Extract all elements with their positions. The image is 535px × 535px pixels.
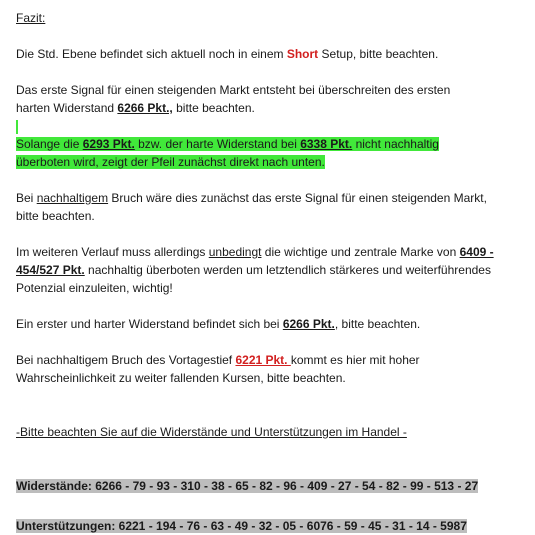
supports-values: 6221 - 194 - 76 - 63 - 49 - 32 - 05 - 6076 - 59 - 45 - 31 - 14 - 5987 bbox=[115, 519, 467, 533]
paragraph-arrow-down bbox=[16, 135, 528, 171]
resistances-line bbox=[16, 477, 528, 495]
text: Bei bbox=[16, 191, 37, 205]
text: Das erste Signal für einen steigenden Markt entsteht bei überschreiten des ersten bbox=[16, 83, 451, 97]
level-6266-b: 6266 Pkt. bbox=[282, 317, 335, 331]
paragraph-further-course bbox=[16, 243, 528, 297]
paragraph-first-resistance bbox=[16, 315, 528, 333]
supports-highlight bbox=[16, 519, 467, 533]
text: die wichtige und zentrale Marke von bbox=[261, 245, 457, 259]
supports-line bbox=[16, 517, 528, 535]
level-6293: 6293 Pkt. bbox=[82, 137, 135, 151]
text: kommt es hier mit hoher bbox=[290, 353, 420, 367]
highlighted-text: überboten wird, zeigt der Pfeil zunächst direkt nach unten. bbox=[16, 155, 325, 169]
level-454-527: 454/527 Pkt. bbox=[16, 263, 85, 277]
document-body bbox=[16, 9, 528, 535]
emphasis-unbedingt: unbedingt bbox=[208, 245, 262, 259]
highlight-marker bbox=[16, 120, 18, 134]
text: Ein erster und harter Widerstand befindet sich bei bbox=[16, 317, 283, 331]
emphasis-nachhaltigem: nachhaltigem bbox=[36, 191, 109, 205]
short-label: Short bbox=[286, 47, 319, 61]
paragraph-short-setup bbox=[16, 45, 528, 63]
text: nachhaltig überboten werden um letztendlich stärkeres und weiterführendes bbox=[84, 263, 491, 277]
text: Im weiteren Verlauf muss allerdings bbox=[16, 245, 209, 259]
text: bitte beachten. bbox=[16, 209, 95, 223]
resistances-label: Widerstände: bbox=[16, 479, 92, 493]
level-6338: 6338 Pkt. bbox=[300, 137, 353, 151]
highlighted-text bbox=[16, 137, 439, 151]
text: Die Std. Ebene befindet sich aktuell noch in einem bbox=[16, 47, 287, 61]
text: , bitte beachten. bbox=[334, 317, 421, 331]
text: nicht nachhaltig bbox=[352, 137, 439, 151]
text: Bruch wäre dies zunächst das erste Signal für einen steigenden Markt, bbox=[108, 191, 487, 205]
heading-fazit: Fazit: bbox=[16, 11, 46, 25]
notice-line: -Bitte beachten Sie auf die Widerstände und Unterstützungen im Handel - bbox=[16, 425, 407, 439]
resistances-values: 6266 - 79 - 93 - 310 - 38 - 65 - 82 - 96 - 409 - 27 - 54 - 82 - 99 - 513 - 27 bbox=[91, 479, 479, 493]
paragraph-sustained-break bbox=[16, 189, 528, 225]
text: Potenzial einzuleiten, wichtig! bbox=[16, 281, 173, 295]
level-6266: 6266 Pkt., bbox=[117, 101, 173, 115]
text: Solange die bbox=[16, 137, 83, 151]
level-6221: 6221 Pkt. bbox=[235, 353, 291, 367]
text: Bei nachhaltigem Bruch des Vortagestief bbox=[16, 353, 236, 367]
text: bitte beachten. bbox=[172, 101, 255, 115]
text: Wahrscheinlichkeit zu weiter fallenden Kursen, bitte beachten. bbox=[16, 371, 346, 385]
resistances-highlight bbox=[16, 479, 478, 493]
paragraph-previous-low bbox=[16, 351, 528, 387]
paragraph-first-signal bbox=[16, 81, 528, 117]
text: harten Widerstand bbox=[16, 101, 118, 115]
text: bzw. der harte Widerstand bei bbox=[134, 137, 301, 151]
supports-label: Unterstützungen: bbox=[16, 519, 116, 533]
text: Setup, bitte beachten. bbox=[318, 47, 439, 61]
level-6409: 6409 - bbox=[459, 245, 494, 259]
